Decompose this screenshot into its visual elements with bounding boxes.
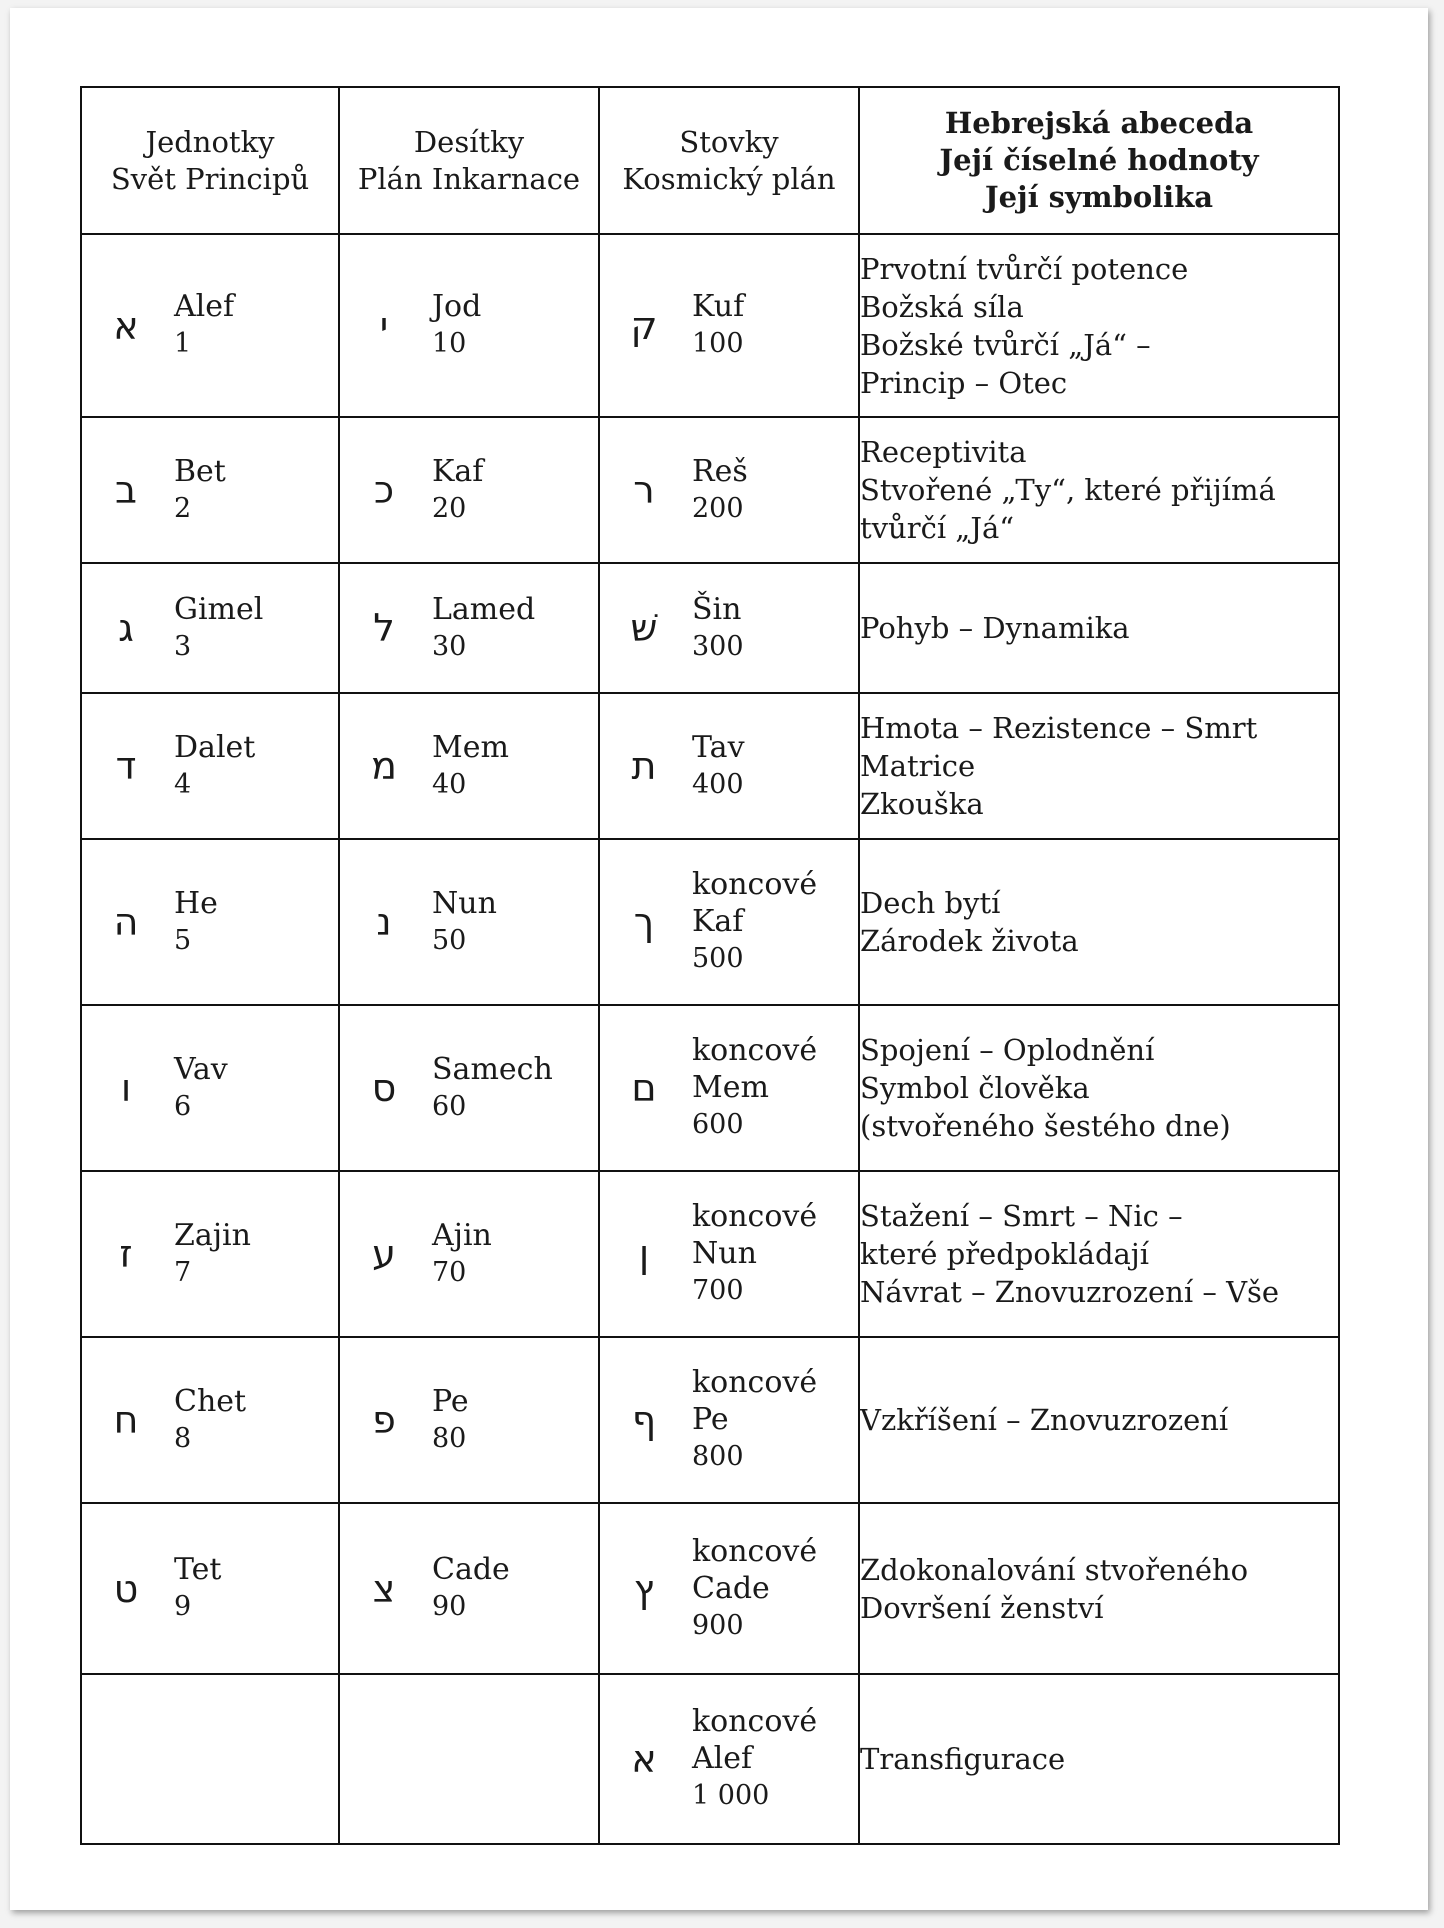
letter-name: Vav <box>174 1051 228 1087</box>
hebrew-letter: ג <box>118 606 134 650</box>
numeric-value: 300 <box>692 630 744 662</box>
symbolism-cell <box>859 234 1339 417</box>
hundreds-cell-content <box>600 1198 858 1310</box>
numeric-value: 90 <box>432 1591 467 1622</box>
symbolism-line: Stažení – Smrt – Nic – <box>860 1199 1183 1233</box>
symbolism-line: Dech bytí <box>860 886 1001 920</box>
hundreds-cell-content <box>600 729 858 804</box>
symbolism-line: Zárodek života <box>860 924 1079 958</box>
tens-cell-content <box>340 885 598 960</box>
hundreds-cell <box>599 839 859 1005</box>
hundreds-cell-content <box>600 1032 858 1144</box>
numeric-value: 80 <box>432 1422 467 1454</box>
numeric-value: 20 <box>432 492 467 524</box>
hundreds-cell-content <box>600 1533 858 1645</box>
numeric-value: 2 <box>174 492 192 524</box>
units-cell <box>81 1503 339 1674</box>
hebrew-letter: צ <box>372 1566 396 1611</box>
symbolism-cell <box>859 1503 1339 1674</box>
hebrew-letter: ס <box>371 1066 397 1110</box>
numeric-value: 70 <box>432 1256 467 1288</box>
letter-name: Nun <box>432 885 497 921</box>
tens-cell <box>339 693 599 839</box>
symbolism-line: Návrat – Znovuzrození – Vše <box>860 1275 1280 1309</box>
symbolism-line: Receptivita <box>860 435 1027 469</box>
symbolism-cell <box>859 563 1339 693</box>
numeric-value: 500 <box>692 943 744 974</box>
symbolism-line: Vzkříšení – Znovuzrození <box>860 1403 1229 1437</box>
hebrew-letter: כ <box>373 468 395 512</box>
letter-name: Nun <box>692 1236 757 1271</box>
letter-name: Bet <box>174 453 226 489</box>
table-row <box>81 234 1339 417</box>
final-form-label: koncové <box>692 867 818 902</box>
numeric-value: 600 <box>692 1109 744 1140</box>
hebrew-letter: ה <box>113 900 139 944</box>
units-cell <box>81 234 339 417</box>
header-units: Jednotky Svět Principů <box>81 87 339 234</box>
units-cell <box>81 1337 339 1503</box>
hebrew-letter: ך <box>633 900 655 944</box>
symbolism-line: Transfigurace <box>860 1742 1066 1776</box>
symbolism-line: (stvořeného šestého dne) <box>860 1109 1231 1143</box>
hebrew-letter: ב <box>115 468 137 512</box>
hundreds-cell <box>599 1171 859 1337</box>
numeric-value: 40 <box>432 768 467 800</box>
units-cell <box>81 1674 339 1844</box>
tens-cell <box>339 1674 599 1844</box>
units-cell <box>81 693 339 839</box>
letter-info <box>432 1551 510 1626</box>
header-row <box>81 87 1339 234</box>
numeric-value: 50 <box>432 924 467 956</box>
letter-info <box>174 1551 222 1626</box>
units-cell <box>81 1005 339 1171</box>
header-symbolism: Hebrejská abeceda Její číselné hodnoty Její symbolika <box>859 87 1339 234</box>
numeric-value: 1 000 <box>692 1780 770 1811</box>
units-cell <box>81 563 339 693</box>
hebrew-letter: ץ <box>633 1566 655 1611</box>
letter-name: Tav <box>692 729 745 765</box>
numeric-value: 100 <box>692 328 744 359</box>
letter-info <box>692 288 744 363</box>
letter-name: Pe <box>692 1402 729 1437</box>
table-row <box>81 839 1339 1005</box>
table-header <box>81 87 1339 234</box>
letter-info <box>432 1383 469 1458</box>
letter-info <box>692 453 748 528</box>
letter-info <box>174 1217 251 1292</box>
table-row <box>81 1503 1339 1674</box>
units-cell-content <box>82 1051 338 1126</box>
symbolism-line: Matrice <box>860 749 976 783</box>
letter-info <box>174 1051 228 1126</box>
tens-cell-content <box>340 1051 598 1126</box>
letter-name: Chet <box>174 1383 247 1419</box>
table-row <box>81 1337 1339 1503</box>
hebrew-letter: י <box>379 303 389 348</box>
tens-cell-content <box>340 591 598 666</box>
table-row <box>81 563 1339 693</box>
numeric-value: 700 <box>692 1275 744 1306</box>
hundreds-cell-content <box>600 1364 858 1476</box>
numeric-value: 800 <box>692 1441 744 1472</box>
letter-name: Cade <box>692 1570 770 1606</box>
symbolism-cell <box>859 839 1339 1005</box>
letter-name: Kaf <box>432 453 484 489</box>
letter-info <box>692 729 745 804</box>
letter-name: He <box>174 885 218 921</box>
numeric-value: 10 <box>432 328 467 359</box>
tens-cell-content <box>340 729 598 804</box>
hundreds-cell <box>599 1674 859 1844</box>
numeric-value: 9 <box>174 1591 192 1622</box>
tens-cell-content <box>340 453 598 528</box>
units-cell-content <box>82 1383 338 1458</box>
letter-info <box>692 1032 817 1144</box>
symbolism-line: Božská síla <box>860 289 1024 324</box>
hebrew-letter: ל <box>373 606 395 650</box>
tens-cell <box>339 563 599 693</box>
symbolism-line: tvůrčí „Já“ <box>860 511 1015 545</box>
letter-name: Samech <box>432 1051 553 1087</box>
numeric-value: 900 <box>692 1609 744 1641</box>
letter-info <box>432 885 497 960</box>
numeric-value: 6 <box>174 1090 192 1122</box>
numeric-value: 7 <box>174 1256 192 1288</box>
letter-info <box>432 288 481 363</box>
letter-info <box>432 1217 492 1292</box>
hebrew-letter: ח <box>113 1398 139 1442</box>
units-cell-content <box>82 591 338 666</box>
symbolism-line: Stvořené „Ty“, které přijímá <box>860 473 1276 507</box>
hundreds-cell-content <box>600 591 858 666</box>
hebrew-letter: ק <box>630 303 658 348</box>
numeric-value: 1 <box>174 328 192 359</box>
book-page <box>10 8 1428 1910</box>
units-cell-content <box>82 453 338 528</box>
hebrew-letter: פ <box>372 1398 396 1442</box>
hundreds-cell-content <box>600 1703 858 1815</box>
hebrew-letter: ת <box>631 744 657 788</box>
numeric-value: 8 <box>174 1422 192 1454</box>
table-row <box>81 1674 1339 1844</box>
hebrew-letter: ט <box>113 1566 139 1611</box>
letter-name: Lamed <box>432 591 536 627</box>
tens-cell <box>339 234 599 417</box>
hebrew-letter: א <box>631 1737 657 1781</box>
letter-name: Jod <box>432 289 482 324</box>
table-row <box>81 1171 1339 1337</box>
tens-cell <box>339 1171 599 1337</box>
symbolism-cell <box>859 417 1339 563</box>
symbolism-cell <box>859 1005 1339 1171</box>
hundreds-cell <box>599 1503 859 1674</box>
numeric-value: 60 <box>432 1090 467 1122</box>
hebrew-letter: ן <box>638 1232 650 1276</box>
hundreds-cell <box>599 563 859 693</box>
hebrew-letter: א <box>113 303 139 348</box>
tens-cell <box>339 1337 599 1503</box>
hundreds-cell-content <box>600 288 858 363</box>
hebrew-letter: ר <box>633 468 655 512</box>
letter-name: Kaf <box>692 904 744 939</box>
hundreds-cell <box>599 234 859 417</box>
letter-name: Dalet <box>174 729 256 765</box>
table-row <box>81 1005 1339 1171</box>
hundreds-cell <box>599 1337 859 1503</box>
table-body <box>81 234 1339 1844</box>
tens-cell <box>339 417 599 563</box>
letter-info <box>432 591 535 666</box>
letter-name: Cade <box>432 1552 510 1587</box>
numeric-value: 3 <box>174 630 192 662</box>
symbolism-line: Hmota – Rezistence – Smrt <box>860 711 1258 745</box>
final-form-label: koncové <box>692 1533 818 1569</box>
letter-info <box>692 866 817 978</box>
letter-name: Kuf <box>692 289 745 324</box>
hundreds-cell <box>599 417 859 563</box>
symbolism-line: Dovršení ženství <box>860 1590 1104 1625</box>
symbolism-line: Božské tvůrčí „Já“ – <box>860 327 1151 362</box>
symbolism-line: Spojení – Oplodnění <box>860 1033 1155 1067</box>
letter-name: Alef <box>174 289 235 324</box>
numeric-value: 200 <box>692 492 744 524</box>
letter-name: Ajin <box>432 1217 492 1253</box>
symbolism-line: Zdokonalování stvořeného <box>860 1552 1249 1587</box>
tens-cell-content <box>340 1217 598 1292</box>
letter-name: Gimel <box>174 591 264 627</box>
final-form-label: koncové <box>692 1704 818 1739</box>
hebrew-letter: ז <box>119 1232 133 1276</box>
units-cell-content <box>82 288 338 363</box>
symbolism-cell <box>859 693 1339 839</box>
symbolism-line: Zkouška <box>860 787 984 821</box>
symbolism-cell <box>859 1674 1339 1844</box>
tens-cell <box>339 839 599 1005</box>
table-row <box>81 417 1339 563</box>
units-cell <box>81 1171 339 1337</box>
units-cell <box>81 417 339 563</box>
letter-info <box>174 288 234 363</box>
symbolism-cell <box>859 1171 1339 1337</box>
tens-cell-content <box>340 1551 598 1626</box>
tens-cell <box>339 1005 599 1171</box>
units-cell-content <box>82 729 338 804</box>
hundreds-cell <box>599 693 859 839</box>
letter-name: Reš <box>692 453 748 489</box>
units-cell-content <box>82 885 338 960</box>
final-form-label: koncové <box>692 1033 818 1068</box>
letter-name: Mem <box>432 729 509 765</box>
symbolism-line: Pohyb – Dynamika <box>860 611 1130 645</box>
hebrew-letter: ע <box>372 1232 396 1276</box>
letter-name: Šin <box>692 591 742 627</box>
letter-info <box>692 1198 817 1310</box>
symbolism-line: které předpokládají <box>860 1237 1150 1271</box>
symbolism-cell <box>859 1337 1339 1503</box>
letter-name: Alef <box>692 1741 753 1776</box>
hebrew-letter: שׁ <box>630 606 658 650</box>
header-tens: Desítky Plán Inkarnace <box>339 87 599 234</box>
symbolism-line: Prvotní tvůrčí potence <box>860 251 1189 286</box>
numeric-value: 4 <box>174 768 192 800</box>
units-cell-content <box>82 1217 338 1292</box>
table-row <box>81 693 1339 839</box>
final-form-label: koncové <box>692 1365 818 1400</box>
tens-cell-content <box>340 1383 598 1458</box>
letter-info <box>174 1383 246 1458</box>
hundreds-cell-content <box>600 453 858 528</box>
numeric-value: 30 <box>432 630 467 662</box>
letter-info <box>174 885 218 960</box>
letter-name: Zajin <box>174 1217 251 1253</box>
letter-info <box>692 1364 817 1476</box>
numeric-value: 400 <box>692 768 744 800</box>
letter-info <box>432 453 483 528</box>
letter-info <box>692 1533 817 1645</box>
units-cell-content <box>82 1551 338 1626</box>
letter-name: Pe <box>432 1383 469 1419</box>
final-form-label: koncové <box>692 1199 818 1234</box>
letter-info <box>692 591 744 666</box>
tens-cell-content <box>340 288 598 363</box>
symbolism-line: Symbol člověka <box>860 1071 1090 1105</box>
letter-info <box>174 591 263 666</box>
letter-info <box>432 729 509 804</box>
numeric-value: 5 <box>174 924 192 956</box>
hebrew-letter: ו <box>120 1066 132 1110</box>
hebrew-letter: ף <box>631 1398 657 1442</box>
hebrew-alphabet-table <box>80 86 1340 1845</box>
letter-info <box>432 1051 553 1126</box>
letter-name: Mem <box>692 1070 769 1105</box>
hundreds-cell <box>599 1005 859 1171</box>
letter-info <box>174 729 255 804</box>
symbolism-line: Princip – Otec <box>860 365 1068 400</box>
hundreds-cell-content <box>600 866 858 978</box>
letter-info <box>174 453 226 528</box>
header-hundreds: Stovky Kosmický plán <box>599 87 859 234</box>
hebrew-letter: ד <box>115 744 137 788</box>
letter-info <box>692 1703 817 1815</box>
tens-cell <box>339 1503 599 1674</box>
units-cell <box>81 839 339 1005</box>
hebrew-letter: ם <box>631 1066 657 1110</box>
hebrew-letter: נ <box>376 900 392 944</box>
letter-name: Tet <box>174 1552 222 1587</box>
hebrew-letter: מ <box>371 744 397 788</box>
